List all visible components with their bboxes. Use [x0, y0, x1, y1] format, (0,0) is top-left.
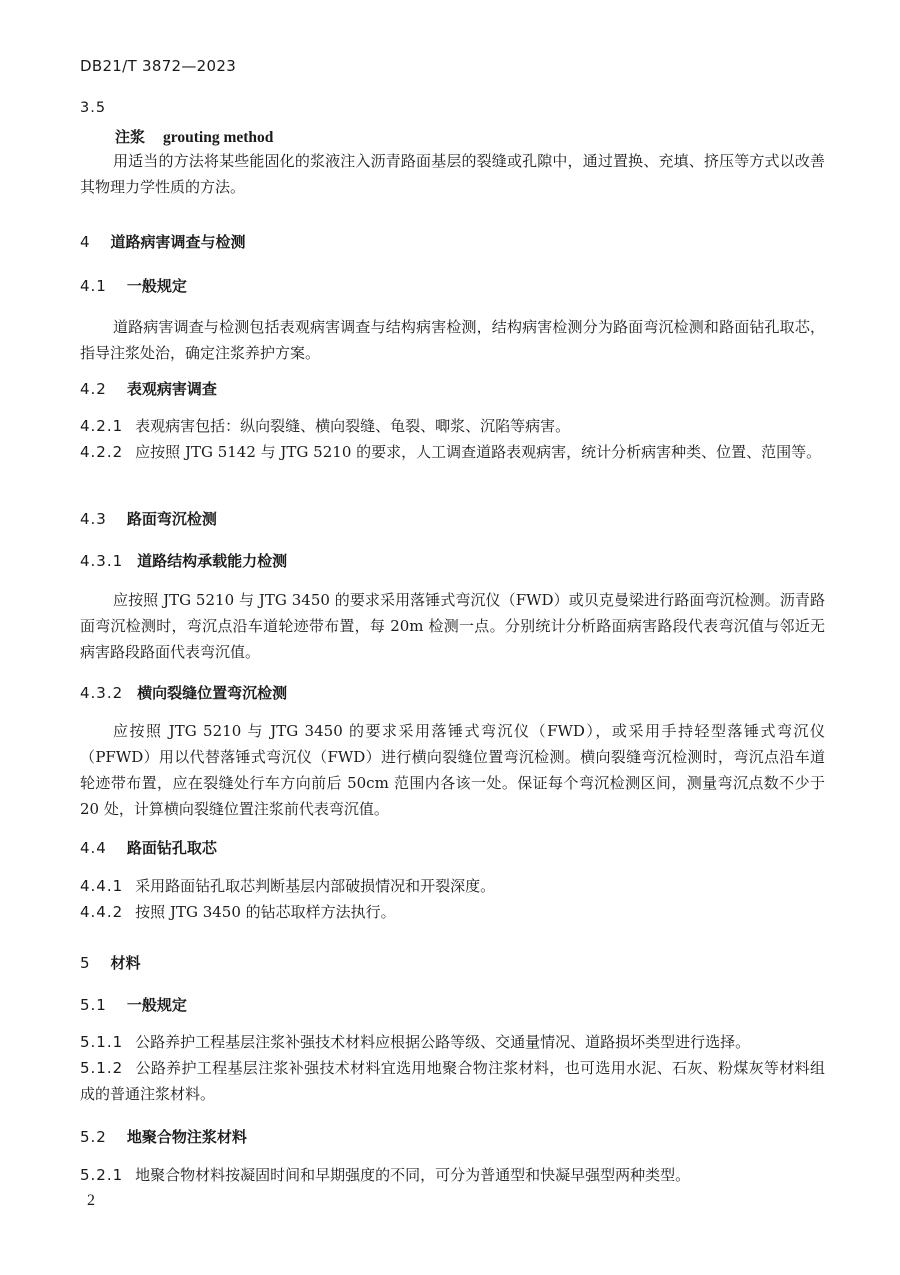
section-title: 材料 — [110, 954, 141, 972]
page-number: 2 — [87, 1192, 95, 1209]
standard-code-header: DB21/T 3872—2023 — [80, 57, 237, 75]
clause-5-2-1 — [80, 1162, 825, 1188]
section-title: 地聚合物注浆材料 — [126, 1128, 247, 1146]
section-number: 5 — [80, 954, 91, 972]
section-number: 5.1 — [80, 996, 107, 1014]
clause-4-2-2 — [80, 439, 825, 465]
section-title: 道路结构承载能力检测 — [137, 552, 288, 570]
term-en: grouting method — [163, 129, 274, 146]
clause-number: 4.2.2 — [80, 443, 124, 461]
term-number: 3.5 — [80, 100, 107, 116]
section-5-2-heading — [80, 1126, 825, 1147]
section-number: 4.2 — [80, 380, 107, 398]
section-number: 5.2 — [80, 1128, 107, 1146]
clause-text: 公路养护工程基层注浆补强技术材料应根据公路等级、交通量情况、道路损坏类型进行选择。 — [135, 1033, 751, 1051]
section-4-3-2-heading — [80, 682, 825, 703]
clause-4-2-1 — [80, 413, 825, 439]
section-4-4-heading — [80, 837, 825, 858]
clause-number: 5.1.2 — [80, 1059, 124, 1077]
term-definition-block — [80, 148, 825, 200]
paragraph: 应按照 JTG 5210 与 JTG 3450 的要求采用落锤式弯沉仪（FWD），或采用手持轻型落锤式弯沉仪（PFWD）用以代替落锤式弯沉仪（FWD）进行横向裂缝位置弯沉检测。横向裂缝弯沉检测时，弯沉点沿车道轮迹带布置，应在裂缝处行车方向前后 50cm 范围内各该一处。保证每个弯沉检测区间，测量弯沉点数不少于 20 处，计算横向裂缝位置注浆前代表弯沉值。 — [80, 722, 825, 818]
section-number: 4.1 — [80, 277, 107, 295]
term-heading — [115, 126, 860, 147]
section-title: 路面钻孔取芯 — [126, 839, 217, 857]
section-5-1-heading — [80, 994, 825, 1015]
section-title: 横向裂缝位置弯沉检测 — [137, 684, 288, 702]
clause-text: 公路养护工程基层注浆补强技术材料宜选用地聚合物注浆材料，也可选用水泥、石灰、粉煤灰等材料组成的普通注浆材料。 — [80, 1059, 825, 1103]
clause-number: 4.4.1 — [80, 877, 124, 895]
clause-number: 4.4.2 — [80, 903, 124, 921]
clause-number: 5.1.1 — [80, 1033, 124, 1051]
section-4-heading — [80, 231, 825, 252]
section-title: 路面弯沉检测 — [126, 510, 217, 528]
section-number: 4.3.2 — [80, 684, 124, 702]
section-4-3-heading — [80, 508, 825, 529]
section-4-1-heading — [80, 275, 825, 296]
section-title: 一般规定 — [126, 277, 187, 295]
clause-text: 按照 JTG 3450 的钻芯取样方法执行。 — [135, 903, 396, 921]
section-4-3-2-body — [80, 718, 825, 822]
section-title: 表观病害调查 — [126, 380, 217, 398]
paragraph: 应按照 JTG 5210 与 JTG 3450 的要求采用落锤式弯沉仪（FWD）或贝克曼梁进行路面弯沉检测。沥青路面弯沉检测时，弯沉点沿车道轮迹带布置，每 20m 检测一点。分别统计分析路面病害路段代表弯沉值与邻近无病害路段路面代表弯沉值。 — [80, 591, 825, 661]
section-number: 4.4 — [80, 839, 107, 857]
clause-number: 4.2.1 — [80, 417, 124, 435]
section-4-3-1-heading — [80, 550, 825, 571]
clause-text: 应按照 JTG 5142 与 JTG 5210 的要求，人工调查道路表观病害，统计分析病害种类、位置、范围等。 — [135, 443, 822, 461]
section-number: 4 — [80, 233, 91, 251]
clause-text: 表观病害包括：纵向裂缝、横向裂缝、龟裂、唧浆、沉陷等病害。 — [135, 417, 571, 435]
term-3-5 — [80, 100, 825, 116]
clause-5-1-1 — [80, 1029, 825, 1055]
term-cn: 注浆 — [115, 128, 146, 146]
clause-number: 5.2.1 — [80, 1166, 124, 1184]
section-4-2-heading — [80, 378, 825, 399]
section-4-1-body — [80, 314, 825, 366]
clause-text: 地聚合物材料按凝固时间和早期强度的不同，可分为普通型和快凝早强型两种类型。 — [135, 1166, 691, 1184]
clause-5-1-2 — [80, 1055, 825, 1107]
section-5-heading — [80, 952, 825, 973]
section-number: 4.3.1 — [80, 552, 124, 570]
term-definition: 用适当的方法将某些能固化的浆液注入沥青路面基层的裂缝或孔隙中，通过置换、充填、挤压等方式以改善其物理力学性质的方法。 — [80, 152, 825, 196]
section-title: 一般规定 — [126, 996, 187, 1014]
section-title: 道路病害调查与检测 — [110, 233, 246, 251]
clause-text: 采用路面钻孔取芯判断基层内部破损情况和开裂深度。 — [135, 877, 496, 895]
clause-4-4-2 — [80, 899, 825, 925]
section-4-3-1-body — [80, 587, 825, 665]
paragraph: 道路病害调查与检测包括表观病害调查与结构病害检测，结构病害检测分为路面弯沉检测和路面钻孔取芯，指导注浆处治，确定注浆养护方案。 — [80, 318, 825, 362]
clause-4-4-1 — [80, 873, 825, 899]
section-number: 4.3 — [80, 510, 107, 528]
